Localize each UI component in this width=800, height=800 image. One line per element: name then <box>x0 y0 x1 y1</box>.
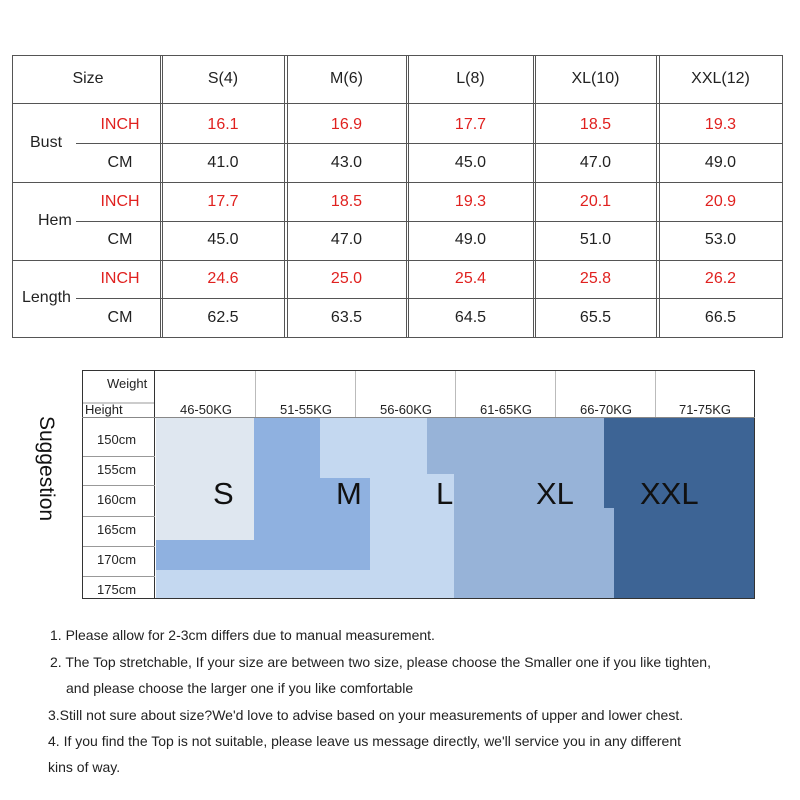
table-cell: 49.0 <box>704 154 737 171</box>
row-divider <box>83 456 155 457</box>
height-row-header: 150cm <box>97 432 137 447</box>
weight-column-header: 46-50KG <box>179 402 233 417</box>
table-cell: 43.0 <box>330 154 363 171</box>
table-cell: 62.5 <box>207 309 239 326</box>
table-rule <box>88 143 783 144</box>
table-cell: 45.0 <box>454 154 487 171</box>
table-cell: 63.5 <box>330 309 363 326</box>
zone-xl <box>454 474 614 598</box>
table-rule <box>88 298 783 299</box>
table-rule <box>12 103 783 104</box>
note-4-continued: kins of way. <box>48 759 121 775</box>
zone-xl <box>427 418 604 474</box>
table-rule <box>12 337 783 338</box>
zone-l <box>156 568 456 598</box>
table-rule <box>12 55 783 56</box>
hem-label: Hem <box>38 212 72 229</box>
table-cell: 19.3 <box>454 193 487 210</box>
weight-column-header: 66-70KG <box>579 402 633 417</box>
table-rule <box>656 55 657 338</box>
table-cell: 51.0 <box>579 231 612 248</box>
size-header-label: Size <box>72 70 104 87</box>
row-divider <box>83 516 155 517</box>
zone-label-m: M <box>336 476 362 511</box>
height-row-header: 170cm <box>97 552 137 567</box>
chart-border <box>82 417 755 418</box>
table-cell: 47.0 <box>330 231 363 248</box>
size-column-header: S(4) <box>207 70 239 87</box>
row-divider <box>83 546 155 547</box>
size-column-header: XL(10) <box>571 70 620 87</box>
zone-label-s: S <box>213 476 234 511</box>
suggestion-title-text: Suggestion <box>35 416 58 522</box>
table-cell: 49.0 <box>454 231 487 248</box>
table-cell: 16.1 <box>207 116 239 133</box>
size-column-header: XXL(12) <box>691 70 750 87</box>
height-row-header: 155cm <box>97 462 137 477</box>
table-rule <box>12 55 13 338</box>
table-cell: 25.8 <box>579 270 612 287</box>
row-divider <box>83 485 155 486</box>
size-column-header: M(6) <box>330 70 363 87</box>
zone-m <box>156 540 370 570</box>
note-2: 2. The Top stretchable, If your size are between two size, please choose the Smaller one if you like tighten, <box>50 654 711 670</box>
table-rule <box>284 55 285 338</box>
weight-column-header: 51-55KG <box>279 402 333 417</box>
zone-label-xl: XL <box>536 476 574 511</box>
table-cell: 53.0 <box>704 231 737 248</box>
table-cell: 66.5 <box>704 309 737 326</box>
table-cell: 24.6 <box>207 270 239 287</box>
weight-column-header: 71-75KG <box>678 402 732 417</box>
row-divider <box>83 576 155 577</box>
note-4: 4. If you find the Top is not suitable, please leave us message directly, we'll service you in any different <box>48 733 682 749</box>
unit-label-inch: INCH <box>100 116 140 133</box>
weight-column-header: 61-65KG <box>479 402 533 417</box>
unit-label-cm: CM <box>107 231 133 248</box>
suggestion-title <box>28 416 58 546</box>
zone-label-xxl: XXL <box>640 476 699 511</box>
table-cell: 19.3 <box>704 116 737 133</box>
table-cell: 20.9 <box>704 193 737 210</box>
table-cell: 20.1 <box>579 193 612 210</box>
zone-label-l: L <box>436 476 454 511</box>
table-cell: 41.0 <box>207 154 239 171</box>
table-rule <box>160 55 161 338</box>
table-rule <box>12 182 783 183</box>
note-2-continued: and please choose the larger one if you like comfortable <box>66 680 414 696</box>
table-cell: 25.4 <box>454 270 487 287</box>
unit-label-inch: INCH <box>100 193 140 210</box>
size-table <box>0 0 800 340</box>
height-label: Height <box>85 402 123 417</box>
zone-xxl <box>614 508 754 598</box>
table-cell: 64.5 <box>454 309 487 326</box>
table-cell: 47.0 <box>579 154 612 171</box>
weight-column-header: 56-60KG <box>379 402 433 417</box>
bust-label: Bust <box>30 134 63 151</box>
weight-label: Weight <box>107 376 148 391</box>
table-rule <box>88 221 783 222</box>
table-cell: 65.5 <box>579 309 612 326</box>
table-cell: 25.0 <box>330 270 363 287</box>
note-3: 3.Still not sure about size?We'd love to advise based on your measurements of upper and lower chest. <box>48 707 684 723</box>
chart-border <box>82 598 755 599</box>
height-row-header: 175cm <box>97 582 137 597</box>
length-label: Length <box>22 289 71 306</box>
note-1: 1. Please allow for 2-3cm differs due to manual measurement. <box>50 627 435 643</box>
chart-border <box>754 370 755 599</box>
table-cell: 17.7 <box>454 116 487 133</box>
table-cell: 18.5 <box>330 193 363 210</box>
unit-label-cm: CM <box>107 309 133 326</box>
table-cell: 45.0 <box>207 231 239 248</box>
table-rule <box>12 260 783 261</box>
unit-label-cm: CM <box>107 154 133 171</box>
unit-label-inch: INCH <box>100 270 140 287</box>
height-row-header: 165cm <box>97 522 137 537</box>
table-cell: 16.9 <box>330 116 363 133</box>
table-rule <box>782 55 783 338</box>
height-row-header: 160cm <box>97 492 137 507</box>
table-cell: 17.7 <box>207 193 239 210</box>
table-cell: 18.5 <box>579 116 612 133</box>
size-column-header: L(8) <box>456 70 485 87</box>
table-cell: 26.2 <box>704 270 737 287</box>
table-rule <box>406 55 407 338</box>
table-rule <box>533 55 534 338</box>
